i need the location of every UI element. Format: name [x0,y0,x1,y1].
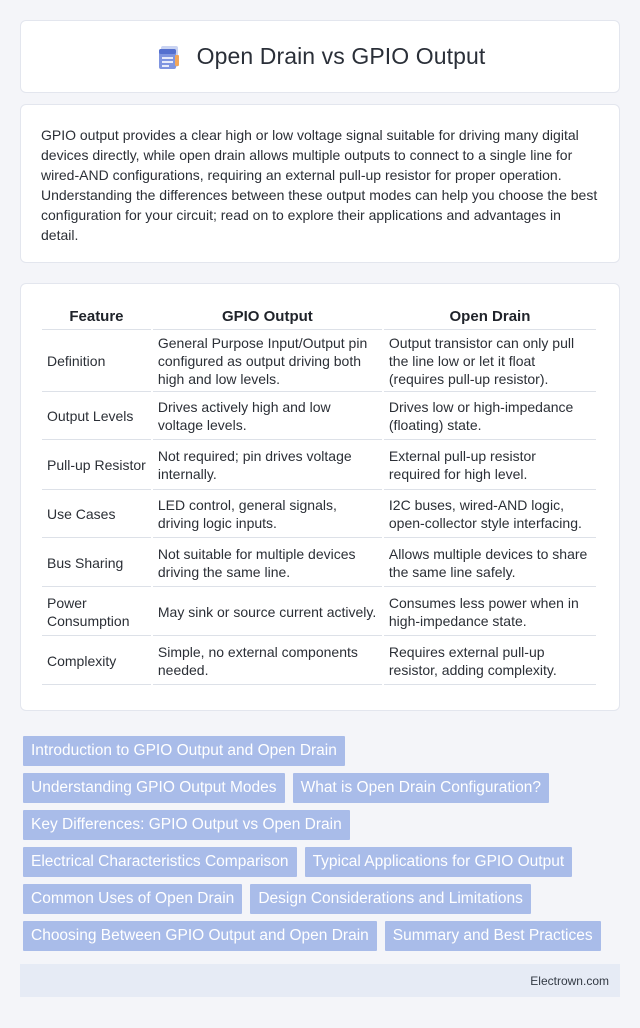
open-drain-cell: Consumes less power when in high-impedance state. [384,587,596,636]
topic-tag-electrical[interactable]: Electrical Characteristics Comparison [23,847,297,877]
topic-tag-gpio-applications[interactable]: Typical Applications for GPIO Output [305,847,573,877]
open-drain-cell: External pull-up resistor required for high level. [384,440,596,490]
gpio-cell: General Purpose Input/Output pin configured as output driving both high and low levels. [153,330,382,392]
table-row [42,330,596,392]
header-gpio-output: GPIO Output [153,304,382,330]
intro-paragraph: GPIO output provides a clear high or low voltage signal suitable for driving many digital devices directly, while open drain allows multiple outputs to connect to a single line for wired-AND configurations, requiring an external pull-up resistor for proper operation. Understanding the differences between these output modes can help you choose the best configuration for your circuit; read on to explore their applications and advantages in detail. [41,127,598,243]
tag-row [23,810,623,840]
gpio-cell: Drives actively high and low voltage levels. [153,392,382,440]
gpio-cell: Not suitable for multiple devices driving the same line. [153,538,382,587]
gpio-cell: LED control, general signals, driving logic inputs. [153,490,382,538]
open-drain-cell: Requires external pull-up resistor, adding complexity. [384,636,596,685]
page-title: Open Drain vs GPIO Output [196,43,486,69]
comparison-table [40,304,598,685]
footer-site-link[interactable]: Electrown.com [530,973,609,988]
tag-row [23,847,623,877]
table-row [42,636,596,685]
tag-row [23,773,623,803]
table-header-row [42,304,596,330]
tag-row [23,884,623,914]
gpio-cell: May sink or source current actively. [153,587,382,636]
footer [20,964,620,997]
intro-card [20,104,620,263]
topic-tag-summary[interactable]: Summary and Best Practices [385,921,601,951]
header-card [20,20,620,93]
table-row [42,440,596,490]
header-open-drain: Open Drain [384,304,596,330]
topic-tags [23,736,623,958]
feature-cell: Bus Sharing [42,538,151,587]
tag-row [23,921,623,951]
topic-tag-key-differences[interactable]: Key Differences: GPIO Output vs Open Drain [23,810,350,840]
gpio-cell: Not required; pin drives voltage internally. [153,440,382,490]
open-drain-cell: Output transistor can only pull the line low or let it float (requires pull-up resistor). [384,330,596,392]
topic-tag-gpio-modes[interactable]: Understanding GPIO Output Modes [23,773,285,803]
open-drain-cell: Drives low or high-impedance (floating) state. [384,392,596,440]
feature-cell: Use Cases [42,490,151,538]
table-row [42,587,596,636]
feature-cell: Output Levels [42,392,151,440]
topic-tag-design-considerations[interactable]: Design Considerations and Limitations [250,884,531,914]
topic-tag-open-drain-config[interactable]: What is Open Drain Configuration? [293,773,549,803]
topic-tag-choosing[interactable]: Choosing Between GPIO Output and Open Drain [23,921,377,951]
open-drain-cell: Allows multiple devices to share the same line safely. [384,538,596,587]
feature-cell: Complexity [42,636,151,685]
topic-tag-introduction[interactable]: Introduction to GPIO Output and Open Drain [23,736,345,766]
comparison-table-card [20,283,620,711]
tag-row [23,736,623,766]
table-row [42,490,596,538]
feature-cell: Pull-up Resistor [42,440,151,490]
table-row [42,392,596,440]
table-row [42,538,596,587]
gpio-cell: Simple, no external components needed. [153,636,382,685]
open-drain-cell: I2C buses, wired-AND logic, open-collector style interfacing. [384,490,596,538]
title-wrap [155,43,486,71]
header-feature: Feature [42,304,151,330]
feature-cell: Definition [42,330,151,392]
feature-cell: Power Consumption [42,587,151,636]
document-stack-icon [155,43,183,71]
topic-tag-open-drain-uses[interactable]: Common Uses of Open Drain [23,884,242,914]
